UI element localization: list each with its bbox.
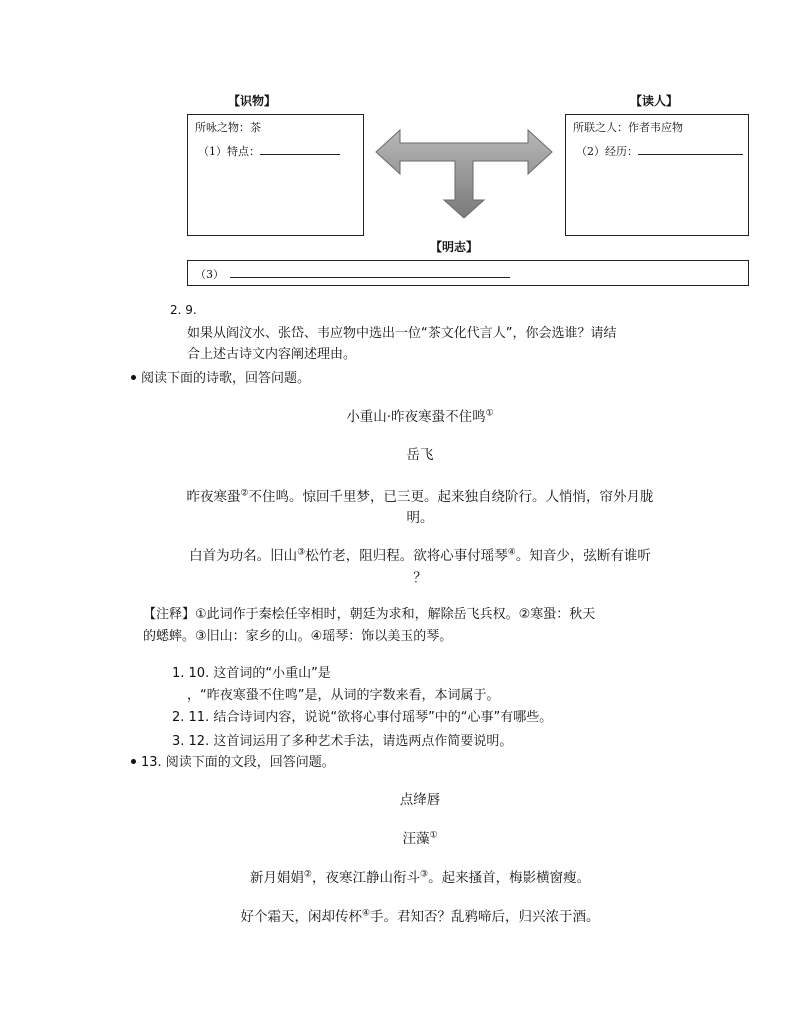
stanza-text: ，夜寒江静山衔斗 (312, 870, 420, 886)
answer-blank-2[interactable] (638, 143, 743, 155)
bullet-icon (131, 375, 136, 380)
stanza-text: 新月娟娟 (249, 870, 304, 886)
footnote-mark: ③ (420, 869, 429, 880)
q9-text-line2: 合上述古诗文内容阐述理由。 (187, 347, 357, 362)
footnote-mark: ① (485, 408, 494, 419)
q11: 2. 11. 结合诗词内容，说说“欲将心事付瑶琴”中的“心事”有哪些。 (172, 710, 553, 725)
left-box (187, 114, 364, 236)
notes-line1: 【注释】①此词作于秦桧任宰相时，朝廷为求和，解除岳飞兵权。②寒蛩：秋天 (143, 607, 596, 622)
poem2-author: 汪藻 (402, 831, 430, 847)
stanza-text: 好个霜天，闲却传杯 (240, 909, 362, 925)
poem2-title: 点绛唇 (399, 792, 441, 808)
answer-blank-3[interactable] (230, 266, 510, 278)
stanza-text: 松竹老，阻归程。欲将心事付瑶琴 (305, 548, 508, 564)
footnote-mark: ② (240, 488, 249, 499)
header-shiwu: 【识物】 (228, 94, 277, 108)
q9-number: 2. 9. (170, 303, 197, 317)
right-box (565, 114, 749, 236)
footnote-mark: ④ (361, 908, 371, 919)
poem1-author: 岳飞 (406, 447, 434, 463)
q12: 3. 12. 这首词运用了多种艺术手法，请选两点作简要说明。 (172, 734, 513, 749)
q10-line2: ，“昨夜寒蛩不住鸣”是，从词的字数来看，本词属于。 (187, 688, 500, 703)
right-box-line2: （2）经历： (576, 145, 638, 158)
poem2-line2 (120, 905, 720, 925)
stanza-text: 昨夜寒蛩 (186, 489, 241, 505)
stanza-text: 手。君知否？乱鸦啼后，归兴浓于酒。 (370, 909, 600, 925)
footnote-mark: ② (303, 869, 312, 880)
poem1-stanza1 (120, 485, 720, 505)
poem1-stanza1-end: 明。 (406, 510, 434, 526)
bottom-box-line1: （3） (195, 268, 224, 281)
left-box-line1: 所咏之物：茶 (195, 121, 261, 134)
stanza-text: 。起来搔首，梅影横窗瘦。 (428, 870, 591, 886)
bullet-icon (131, 759, 136, 764)
poem2-line1 (120, 866, 720, 886)
poem1-stanza2-end: ？ (413, 570, 427, 586)
footnote-mark: ① (429, 830, 438, 841)
left-box-line2: （1）特点： (198, 145, 260, 158)
right-box-line1: 所联之人：作者韦应物 (573, 121, 683, 134)
answer-blank-1[interactable] (260, 143, 340, 155)
t-arrow-icon (372, 126, 556, 222)
stanza-text: 。知音少，弦断有谁听 (515, 548, 651, 564)
header-mingzhi: 【明志】 (430, 240, 479, 254)
stanza-text: 白首为功名。旧山 (189, 548, 298, 564)
poem1-title: 小重山·昨夜寒蛩不住鸣 (346, 409, 486, 425)
bottom-box (187, 260, 749, 286)
q9-text-line1: 如果从阎汶水、张岱、韦应物中选出一位“茶文化代言人”，你会选谁？请结 (187, 326, 617, 341)
q10-line1: 1. 10. 这首词的“小重山”是 (172, 666, 331, 681)
section2-intro: 13. 阅读下面的文段，回答问题。 (141, 755, 335, 770)
stanza-text: 不住鸣。惊回千里梦，已三更。起来独自绕阶行。人悄悄，帘外月胧 (248, 489, 654, 505)
header-duren: 【读人】 (630, 94, 679, 108)
poem1-stanza2 (120, 544, 720, 564)
footnote-mark: ④ (507, 547, 516, 558)
footnote-mark: ③ (297, 547, 306, 558)
section1-intro: 阅读下面的诗歌，回答问题。 (141, 371, 311, 386)
notes-line2: 的蟋蟀。③旧山：家乡的山。④瑶琴：饰以美玉的琴。 (143, 629, 453, 644)
